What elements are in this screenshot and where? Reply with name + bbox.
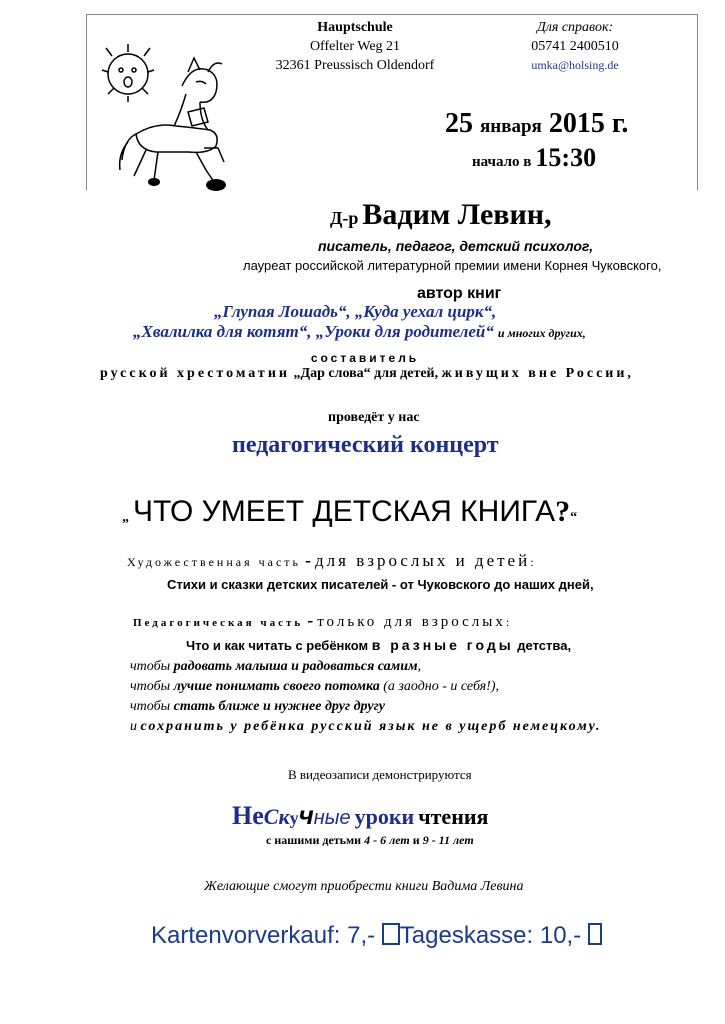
ped-part-line1 bbox=[186, 637, 571, 653]
date-year: 2015 bbox=[548, 108, 605, 139]
video-title bbox=[232, 800, 488, 831]
horse-sun-illustration bbox=[96, 30, 246, 200]
quote-close: “ bbox=[570, 510, 578, 525]
ped-goal: чтобы радовать малыша и радоваться самим, bbox=[130, 659, 422, 674]
ped-goal: чтобы лучше понимать своего потомка (а заодно - и себя!), bbox=[130, 679, 499, 694]
books-more: и многих других, bbox=[497, 326, 586, 340]
books-label: автор книг bbox=[417, 285, 502, 302]
books-titles: „Хвалилка для котят“, „Уроки для родителей“ bbox=[133, 322, 494, 341]
ped-goals-list bbox=[130, 657, 602, 737]
art-part-label: Художественная часть bbox=[127, 555, 302, 569]
art-part-desc: Стихи и сказки детских писателей - от Чуковского до наших дней, bbox=[167, 577, 594, 592]
subtitle-and: и bbox=[412, 833, 420, 847]
boxoffice-price: Tageskasse: 10,- bbox=[399, 922, 582, 949]
ped-line1-a: Что и как читать с ребёнком bbox=[186, 638, 369, 653]
concert-title: педагогический концерт bbox=[232, 432, 499, 458]
speaker-roles: писатель, педагог, детский психолог, bbox=[318, 238, 594, 254]
missing-glyph-icon bbox=[588, 923, 602, 945]
school-city: 32361 Preussisch Oldendorf bbox=[275, 58, 435, 73]
school-street: Offelter Weg 21 bbox=[309, 39, 401, 54]
compiler-label: составитель bbox=[310, 351, 420, 365]
compiler-b: „Дар слова“ для детей, bbox=[293, 366, 439, 381]
art-part-dash: - bbox=[305, 550, 312, 570]
purchase-note: Желающие смогут приобрести книги Вадима Левина bbox=[204, 879, 524, 894]
art-part-heading bbox=[127, 550, 534, 571]
art-part-audience: для взрослых и детей bbox=[315, 551, 531, 570]
start-time-value: 15:30 bbox=[535, 143, 597, 172]
compiler-c: живущих вне России, bbox=[441, 366, 634, 381]
age-range-2: 9 - 11 лет bbox=[422, 833, 474, 847]
title-ch: ч bbox=[298, 800, 314, 830]
speaker-name: Вадим Левин, bbox=[362, 198, 552, 231]
books-line-1: „Глупая Лошадь“, „Куда уехал цирк“, bbox=[214, 302, 497, 321]
date-month: января bbox=[480, 116, 542, 137]
start-label: начало в bbox=[472, 154, 532, 170]
school-address bbox=[250, 18, 460, 75]
ped-goal: чтобы стать ближе и нужнее друг другу bbox=[130, 699, 385, 714]
ped-line1-b: в разные годы bbox=[371, 637, 514, 653]
missing-glyph-icon bbox=[382, 923, 400, 945]
concert-name bbox=[122, 495, 577, 529]
speaker-name-line bbox=[330, 198, 552, 232]
video-subtitle bbox=[266, 833, 474, 848]
info-label: Для справок: bbox=[536, 20, 614, 35]
compiler-line bbox=[100, 366, 634, 382]
concert-name-text: ЧТО УМЕЕТ ДЕТСКАЯ КНИГА bbox=[133, 495, 556, 528]
title-ne: Не bbox=[232, 801, 264, 830]
books-line-2 bbox=[133, 322, 586, 342]
ped-part-audience: только для взрослых bbox=[317, 614, 506, 630]
title-u: у bbox=[289, 808, 299, 828]
ped-line1-c: детства, bbox=[517, 638, 572, 653]
date-day: 25 bbox=[445, 108, 473, 139]
speaker-award: лауреат российской литературной премии имени Корнея Чуковского, bbox=[243, 258, 662, 273]
title-uroki: уроки bbox=[354, 804, 415, 829]
ped-part-heading bbox=[133, 610, 509, 631]
event-date bbox=[445, 108, 628, 140]
concert-question: ? bbox=[555, 495, 571, 528]
art-part-colon: : bbox=[530, 555, 534, 569]
quote-open: „ bbox=[122, 510, 129, 525]
ped-goal: и сохранить у ребёнка русский язык не в ущерб немецкому. bbox=[130, 719, 602, 734]
presale-price: Kartenvorverkauf: 7,- bbox=[151, 922, 376, 949]
speaker-prefix: Д-р bbox=[330, 208, 359, 228]
start-time bbox=[472, 143, 596, 173]
ticket-prices bbox=[151, 922, 602, 950]
contact-info bbox=[505, 18, 645, 75]
title-nye: ные bbox=[313, 807, 351, 829]
compiler-a: русской хрестоматии bbox=[100, 366, 290, 381]
age-range-1: 4 - 6 лет bbox=[364, 833, 410, 847]
subtitle-a: с нашими детьми bbox=[266, 833, 362, 847]
email-link[interactable]: umka@holsing.de bbox=[531, 58, 619, 72]
ped-part-dash: - bbox=[307, 610, 314, 630]
school-name: Hauptschule bbox=[317, 20, 393, 35]
video-intro: В видеозаписи демонстрируются bbox=[288, 767, 472, 782]
title-sk: Ск bbox=[263, 804, 290, 829]
ped-part-colon: : bbox=[505, 615, 510, 629]
date-suffix: г. bbox=[611, 108, 629, 139]
phone-number: 05741 2400510 bbox=[531, 39, 619, 54]
title-chteniya: чтения bbox=[418, 804, 489, 829]
concert-intro: проведёт у нас bbox=[328, 410, 420, 425]
ped-part-label: Педагогическая часть bbox=[133, 617, 304, 629]
